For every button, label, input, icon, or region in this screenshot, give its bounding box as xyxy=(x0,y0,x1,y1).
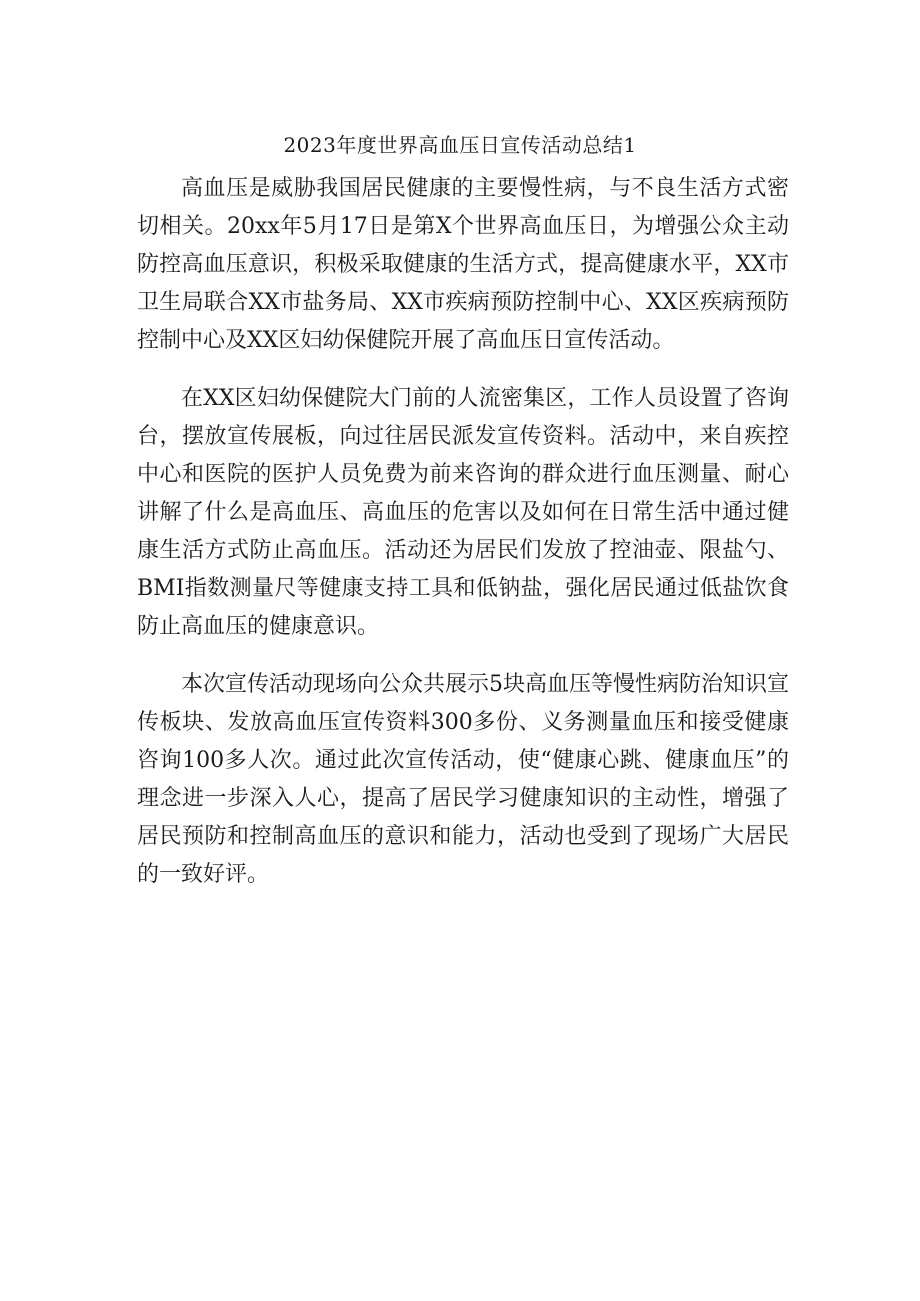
paragraph-1: 高血压是威胁我国居民健康的主要慢性病，与不良生活方式密切相关。20xx年5月17日是第X个世界高血压日，为增强公众主动防控高血压意识，积极采取健康的生活方式，提高健康水平，XX市卫生局联合XX市盐务局、XX市疾病预防控制中心、XX区疾病预防控制中心及XX区妇幼保健院开展了高血压日宣传活动。 xyxy=(137,176,789,353)
document-title: 2023年度世界高血压日宣传活动总结1 xyxy=(283,133,637,157)
paragraph-2: 在XX区妇幼保健院大门前的人流密集区，工作人员设置了咨询台，摆放宣传展板，向过往居民派发宣传资料。活动中，来自疾控中心和医院的医护人员免费为前来咨询的群众进行血压测量、耐心讲解了什么是高血压、高血压的危害以及如何在日常生活中通过健康生活方式防止高血压。活动还为居民们发放了控油壶、限盐勺、BMI指数测量尺等健康支持工具和低钠盐，强化居民通过低盐饮食防止高血压的健康意识。 xyxy=(137,386,789,639)
paragraph-3: 本次宣传活动现场向公众共展示5块高血压等慢性病防治知识宣传板块、发放高血压宣传资料300多份、义务测量血压和接受健康咨询100多人次。通过此次宣传活动，使“健康心跳、健康血压”的理念进一步深入人心，提高了居民学习健康知识的主动性，增强了居民预防和控制高血压的意识和能力，活动也受到了现场广大居民的一致好评。 xyxy=(137,672,789,887)
document-body xyxy=(137,170,789,914)
